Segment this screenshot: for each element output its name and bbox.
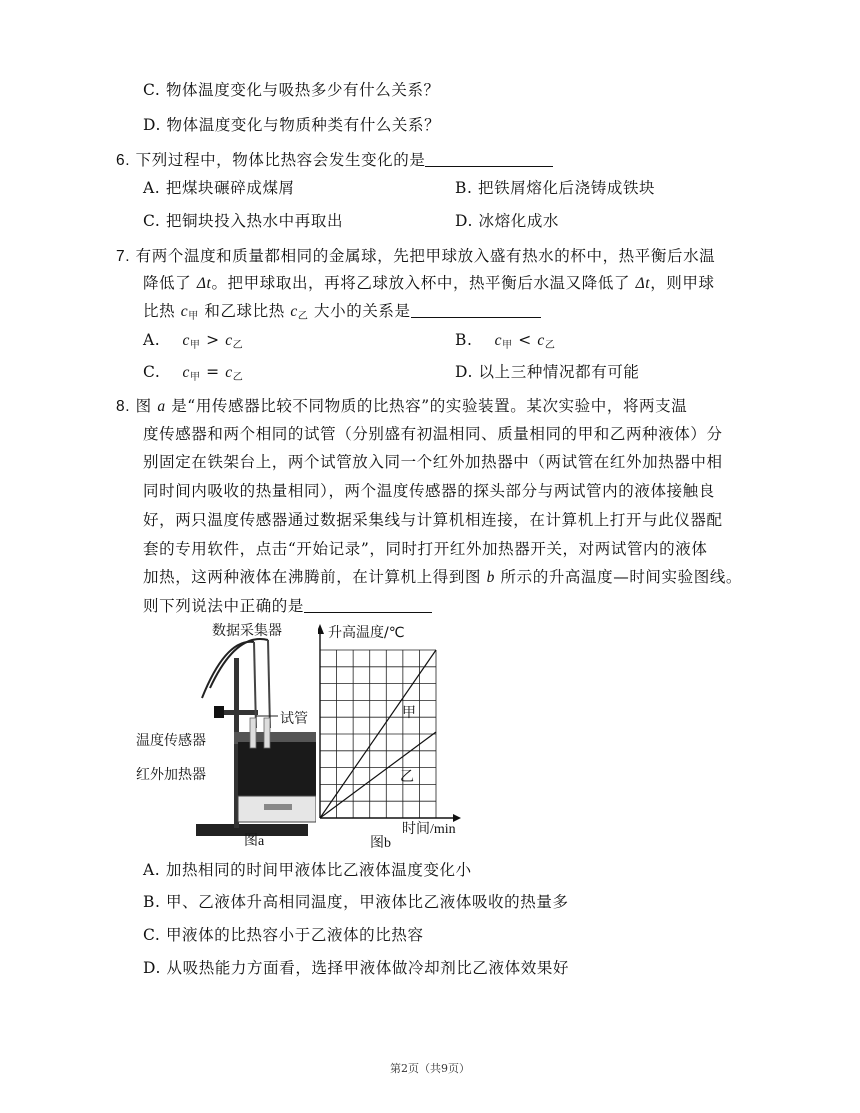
c-yi: c (290, 303, 298, 320)
q6-option-b: B. 把铁屑熔化后浇铸成铁块 (455, 179, 656, 197)
q8-text: 是“用传感器比较不同物质的比热容”的实验装置。某次实验中，将两支温 (171, 397, 688, 415)
figure-a (136, 618, 316, 850)
option-label: C. (143, 363, 161, 381)
option-label: B. (455, 331, 473, 349)
q6-option-d: D. 冰熔化成水 (455, 212, 560, 230)
c-yi: c (225, 364, 233, 381)
q8-option-a: A. 加热相同的时间甲液体比乙液体温度变化小 (143, 861, 472, 879)
q6-stem (116, 150, 553, 171)
q7-line-2 (143, 273, 715, 294)
q8-text: 图 (135, 397, 152, 415)
answer-blank (304, 596, 432, 613)
q7-text: 和乙球比热 (204, 302, 285, 320)
q8-line-6: 套的专用软件，点击“开始记录”，同时打开红外加热器开关，对两试管内的液体 (143, 540, 708, 558)
q7-line-3 (143, 301, 541, 327)
label-test-tube: 试管 (280, 711, 308, 727)
q5-option-d: D. 物体温度变化与物质种类有什么关系？ (143, 116, 441, 134)
q7-text: 有两个温度和质量都相同的金属球，先把甲球放入盛有热水的杯中，热平衡后水温 (135, 247, 716, 265)
q8-line-3: 别固定在铁架台上，两个试管放入同一个红外加热器中（两试管在红外加热器中相 (143, 453, 723, 471)
page-footer: 第2页（共9页） (390, 1062, 470, 1075)
label-yi: 乙 (400, 769, 414, 785)
subscript-yi: 乙 (544, 340, 556, 351)
q8-text: 加热，这两种液体在沸腾前，在计算机上得到图 (143, 568, 482, 586)
q7-option-a (143, 330, 243, 356)
q7-line-1 (116, 246, 715, 267)
caption-figure-b: 图b (370, 836, 391, 851)
subscript-yi: 乙 (232, 372, 244, 383)
q7-text: 大小的关系是 (314, 302, 411, 320)
figure-b (318, 620, 468, 850)
q8-line-2: 度传感器和两个相同的试管（分别盛有初温相同、质量相同的甲和乙两种液体）分 (143, 425, 723, 443)
lt-sign: < (518, 331, 532, 349)
q8-option-d: D. 从吸热能力方面看，选择甲液体做冷却剂比乙液体效果好 (143, 959, 570, 977)
delta-t: Δt (196, 275, 212, 292)
q6-option-c: C. 把铜块投入热水中再取出 (143, 212, 344, 230)
answer-blank (411, 301, 541, 318)
q7-option-d: D. 以上三种情况都有可能 (455, 363, 640, 381)
subscript-jia: 甲 (190, 372, 201, 383)
label-data-collector: 数据采集器 (212, 623, 282, 639)
q7-text: 降低了 (143, 274, 192, 292)
subscript-yi: 乙 (232, 340, 244, 351)
subscript-jia: 甲 (502, 340, 513, 351)
label-jia: 甲 (402, 705, 416, 721)
q8-line-7 (143, 567, 742, 588)
c-jia: c (180, 303, 189, 320)
label-temperature-sensor: 温度传感器 (136, 733, 206, 749)
q7-option-c (143, 362, 243, 388)
question-number: 6. (116, 152, 131, 169)
q7-option-b (455, 330, 555, 356)
q8-line-4: 同时间内吸收的热量相同），两个温度传感器的探头部分与两试管内的液体接触良 (143, 482, 715, 500)
caption-figure-a: 图a (244, 834, 265, 849)
answer-blank (425, 150, 553, 167)
subscript-yi: 乙 (297, 311, 309, 322)
c-jia: c (182, 332, 190, 349)
subscript-jia: 甲 (189, 340, 201, 351)
q8-line-5: 好，两只温度传感器通过数据采集线与计算机相连接，在计算机上打开与此仪器配 (143, 511, 723, 529)
q8-line-1 (116, 396, 687, 417)
q8-text: 则下列说法中正确的是 (143, 597, 305, 615)
option-label: A. (143, 331, 161, 349)
q8-var-a: a (157, 398, 166, 415)
c-yi: c (537, 332, 545, 349)
q5-option-c: C. 物体温度变化与吸热多少有什么关系？ (143, 81, 440, 99)
q8-option-c: C. 甲液体的比热容小于乙液体的比热容 (143, 926, 424, 944)
q6-option-a: A. 把煤块碾碎成煤屑 (143, 179, 295, 197)
line-yi (320, 732, 436, 818)
q7-text: 比热 (143, 302, 176, 320)
q8-text: 所示的升高温度—时间实验图线。 (500, 568, 743, 586)
q8-var-b: b (486, 569, 495, 586)
delta-t: Δt (635, 275, 651, 292)
subscript-jia: 甲 (188, 311, 199, 322)
question-number: 7. (116, 248, 131, 265)
eq-sign: = (206, 363, 220, 381)
q8-option-b: B. 甲、乙液体升高相同温度，甲液体比乙液体吸收的热量多 (143, 893, 569, 911)
q8-line-8 (143, 596, 432, 616)
q7-text: 。把甲球取出，再将乙球放入杯中，热平衡后水温又降低了 (211, 274, 631, 292)
temperature-time-graph (318, 620, 468, 850)
q6-stem-text: 下列过程中，物体比热容会发生变化的是 (135, 151, 426, 169)
label-ir-heater: 红外加热器 (136, 767, 206, 783)
y-axis-label: 升高温度/℃ (328, 625, 405, 641)
question-number: 8. (116, 398, 131, 415)
c-jia: c (494, 332, 503, 349)
c-yi: c (225, 332, 233, 349)
gt-sign: > (206, 331, 220, 349)
q7-text: ，则甲球 (650, 274, 715, 292)
c-jia: c (182, 364, 191, 381)
x-axis-label: 时间/min (402, 822, 456, 837)
